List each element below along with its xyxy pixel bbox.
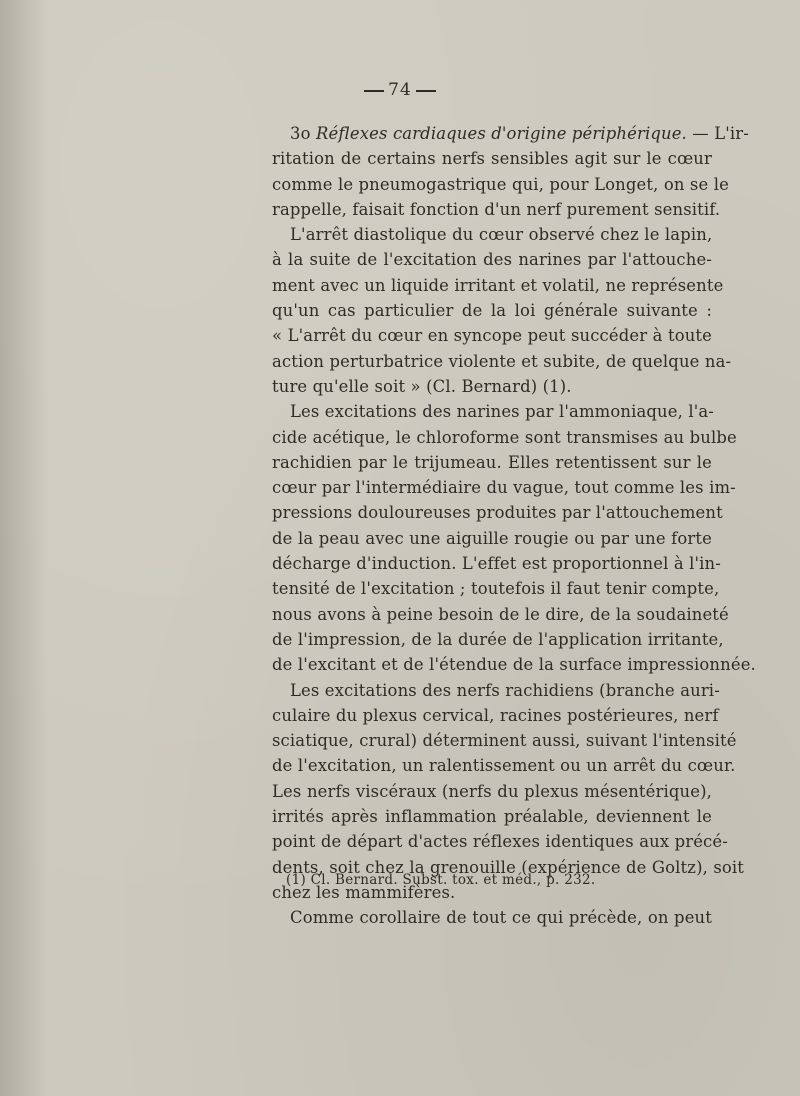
text-line: tensité de l'excitation ; toutefois il faut tenir compte, [272,579,720,599]
text-line: L'arrêt diastolique du cœur observé chez le lapin, [290,225,713,245]
text-line: Les excitations des nerfs rachidiens (branche auri- [290,680,720,700]
section-number: 3o [290,124,311,143]
text-line: chez les mammifères. [272,882,456,902]
text-line: pressions douloureuses produites par l'attouchement [272,503,723,523]
text-line: de l'excitant et de l'étendue de la surface impressionnée. [272,655,756,675]
text-line: de l'excitation, un ralentissement ou un arrêt du cœur. [272,756,736,776]
text-line: irrités après inflammation préalable, deviennent le [272,807,712,827]
text-line: à la suite de l'excitation des narines par l'attouche- [272,250,712,270]
section-heading-line [272,121,749,146]
page-number-text: 74 [388,80,412,100]
text-line: cide acétique, le chloroforme sont transmises au bulbe [272,427,737,447]
text-line: rachidien par le trijumeau. Elles retentissent sur le [272,452,712,472]
text-line: action perturbatrice violente et subite, de quelque na- [272,351,732,371]
page-number-dash-left [364,90,384,92]
footnote: (1) Cl. Bernard. Subst. tox. et méd., p. 232. [286,872,596,888]
text-line: point de départ d'actes réflexes identiques aux précé- [272,832,728,852]
section-title: Réflexes cardiaques d'origine périphérique. [315,124,687,143]
text-line: nous avons à peine besoin de le dire, de la soudaineté [272,604,729,624]
body-text [272,121,756,931]
text-line: ment avec un liquide irritant et volatil, ne représente [272,275,724,295]
page-edge-shadow [0,0,48,1096]
text-line: Les excitations des narines par l'ammoniaque, l'a- [290,402,714,422]
text-line: de l'impression, de la durée de l'application irritante, [272,629,724,649]
text-line: Comme corollaire de tout ce qui précède, on peut [290,908,712,928]
text-line: de la peau avec une aiguille rougie ou par une forte [272,528,712,548]
page-number [0,80,800,100]
text-line: ritation de certains nerfs sensibles agit sur le cœur [272,149,712,169]
section-title-dash: — L'ir- [692,124,749,143]
page-number-dash-right [416,90,436,92]
text-line: qu'un cas particulier de la loi générale suivante : [272,301,712,321]
text-line: sciatique, crural) déterminent aussi, suivant l'intensité [272,731,737,751]
text-line: rappelle, faisait fonction d'un nerf purement sensitif. [272,199,721,219]
text-line: cœur par l'intermédiaire du vague, tout comme les im- [272,478,736,498]
text-line: ture qu'elle soit » (Cl. Bernard) (1). [272,376,572,396]
text-line: comme le pneumogastrique qui, pour Longet, on se le [272,174,729,194]
text-line: « L'arrêt du cœur en syncope peut succéder à toute [272,326,712,346]
text-line: dents, soit chez la grenouille (expérience de Goltz), soit [272,857,745,877]
text-line: décharge d'induction. L'effet est proportionnel à l'in- [272,554,721,574]
text-line: Les nerfs viscéraux (nerfs du plexus mésentérique), [272,781,712,801]
text-line: culaire du plexus cervical, racines postérieures, nerf [272,705,719,725]
